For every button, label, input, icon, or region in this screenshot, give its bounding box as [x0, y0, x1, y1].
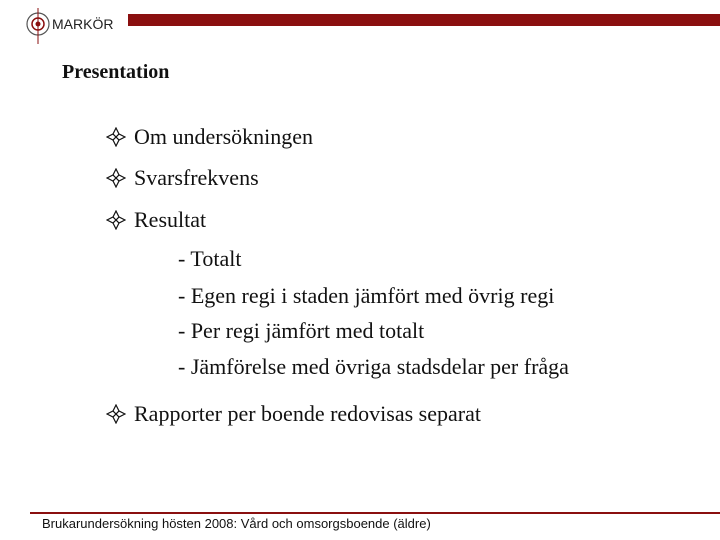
footer-divider [30, 512, 720, 514]
bullet-item [106, 207, 206, 233]
diamond-bullet-icon [106, 404, 126, 424]
diamond-bullet-icon [106, 168, 126, 188]
sub-item: - Jämförelse med övriga stadsdelar per fråga [178, 354, 569, 379]
markor-logo [24, 6, 134, 46]
sub-item: - Egen regi i staden jämfört med övrig regi [178, 283, 555, 308]
diamond-bullet-icon [106, 127, 126, 147]
header-accent-bar [128, 14, 720, 26]
bullet-label: Om undersökningen [134, 124, 314, 149]
bullet-item [106, 165, 259, 191]
diamond-bullet-icon [106, 210, 126, 230]
footer-text: Brukarundersökning hösten 2008: Vård och omsorgsboende (äldre) [42, 516, 431, 531]
bullet-label: Resultat [134, 207, 207, 232]
bullet-item [106, 124, 313, 150]
slide-title: Presentation [62, 61, 170, 83]
bullet-label: Rapporter per boende redovisas separat [134, 401, 481, 426]
sub-item: - Totalt [178, 246, 242, 271]
sub-item: - Per regi jämfört med totalt [178, 318, 425, 343]
bullet-label: Svarsfrekvens [134, 165, 259, 190]
target-icon [24, 6, 54, 46]
logo-text: MARKÖR [52, 16, 114, 32]
bullet-item [106, 401, 481, 427]
